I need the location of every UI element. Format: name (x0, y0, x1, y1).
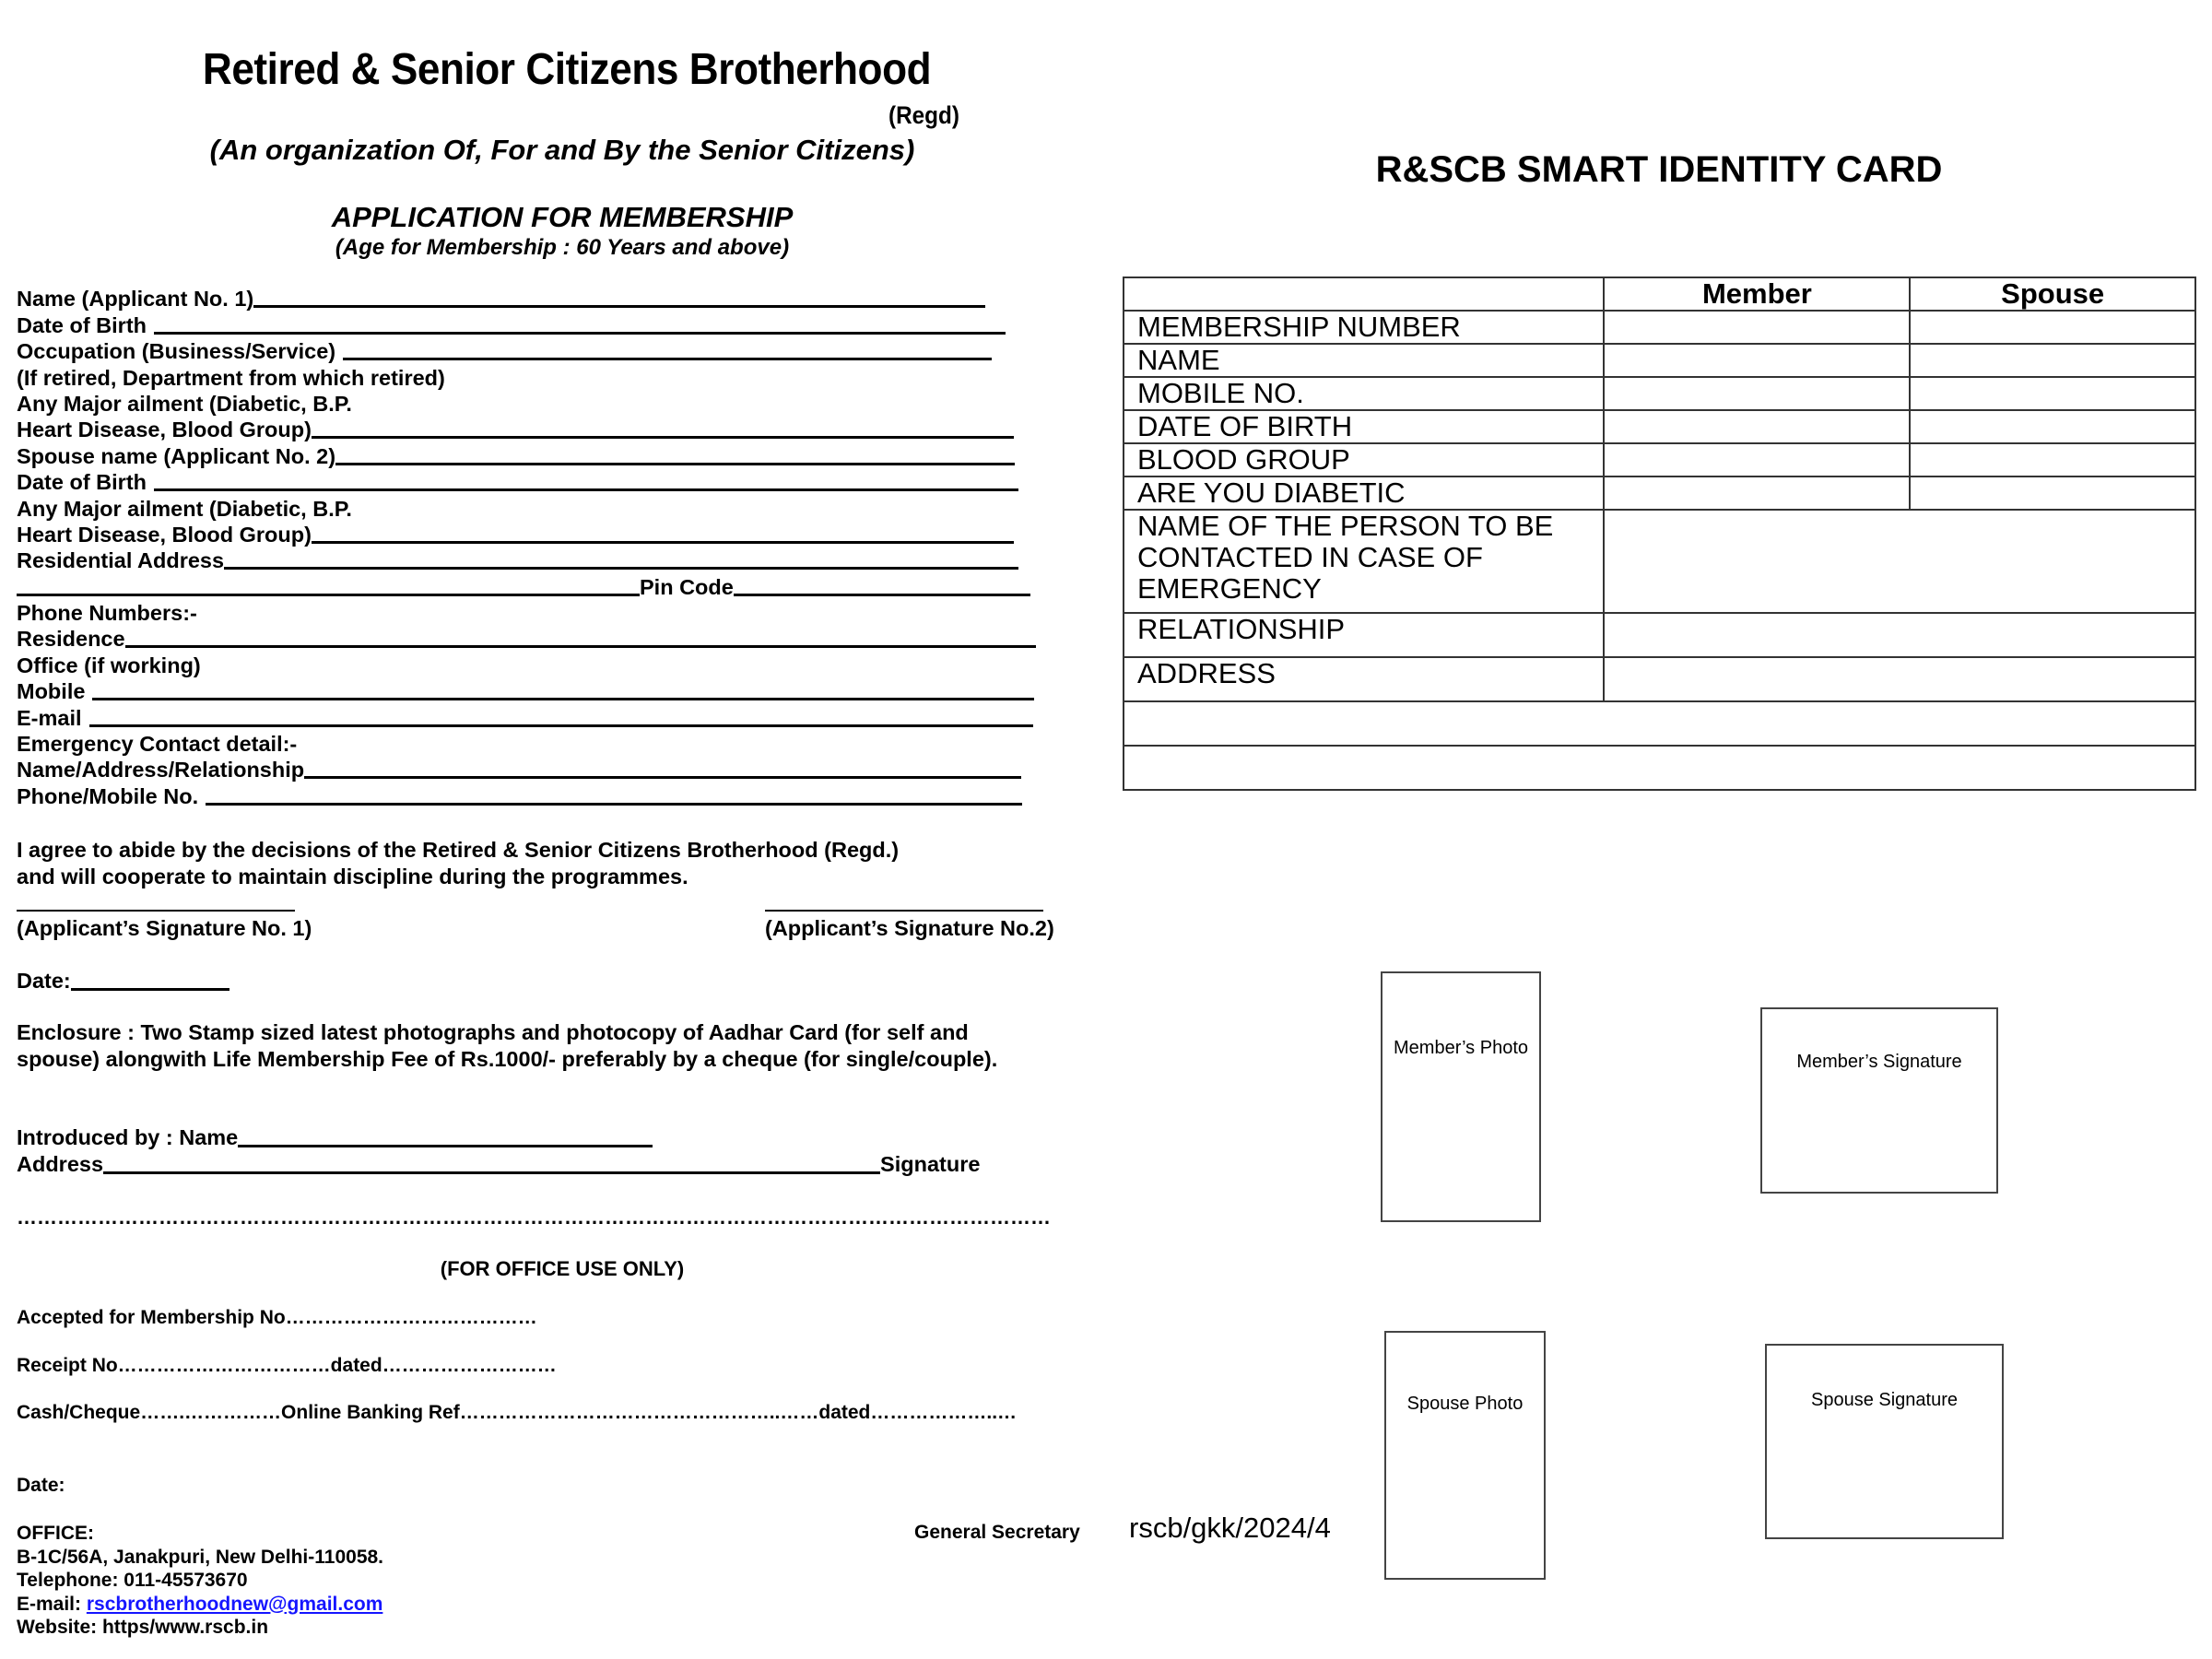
organization-tagline: (An organization Of, For and By the Senior Citizens) (209, 134, 915, 166)
field-label: E-mail (17, 705, 82, 730)
introducer-address-label: Address (17, 1152, 104, 1176)
row-label-address: ADDRESS (1124, 657, 1604, 701)
field-occupation-note (17, 364, 1040, 390)
field-label: Spouse name (Applicant No. 2) (17, 443, 336, 468)
blank-cell[interactable] (1124, 746, 2195, 790)
field-label: Phone/Mobile No. (17, 783, 199, 808)
table-row-blank (1124, 701, 2195, 746)
id-card-table (1123, 276, 2196, 791)
fill-line[interactable] (335, 463, 1015, 465)
fill-line[interactable] (154, 332, 1006, 335)
office-email-row (17, 1593, 383, 1617)
row-label-name: NAME (1124, 344, 1604, 377)
fill-line[interactable] (154, 488, 1018, 491)
relationship-cell[interactable] (1604, 613, 2195, 657)
field-label: Emergency Contact detail:- (17, 732, 298, 757)
field-dob-1[interactable] (17, 312, 1040, 337)
field-spouse-name[interactable] (17, 442, 1040, 468)
agreement-text (17, 837, 899, 889)
field-label: Date of Birth (17, 312, 147, 337)
agreement-line-1: I agree to abide by the decisions of the Retired & Senior Citizens Brotherhood (Regd.) (17, 838, 900, 862)
phone-numbers-heading (17, 600, 1040, 626)
office-telephone: Telephone: 011-45573670 (17, 1570, 248, 1591)
applicant-2-signature-label: (Applicant’s Signature No.2) (765, 916, 1054, 940)
field-occupation[interactable] (17, 338, 1040, 364)
general-secretary-label: General Secretary (914, 1522, 1080, 1543)
column-header-label (1124, 277, 1604, 311)
spouse-cell[interactable] (1910, 443, 2195, 477)
field-label: Occupation (Business/Service) (17, 339, 336, 364)
field-emergency-phone[interactable] (17, 782, 1040, 808)
emergency-label-line-3: EMERGENCY (1137, 572, 1322, 605)
fill-line[interactable] (312, 436, 1014, 439)
field-dob-2[interactable] (17, 469, 1040, 495)
office-address: B-1C/56A, Janakpuri, New Delhi-110058. (17, 1546, 384, 1568)
row-label-dob: DATE OF BIRTH (1124, 410, 1604, 443)
fill-line[interactable] (125, 645, 1036, 648)
field-residence[interactable] (17, 626, 1040, 652)
table-row-address (1124, 657, 2195, 701)
applicant-1-signature-label: (Applicant’s Signature No. 1) (17, 916, 312, 940)
field-label: Phone Numbers:- (17, 601, 197, 626)
fill-line[interactable] (92, 698, 1034, 700)
row-label-membership-number: MEMBERSHIP NUMBER (1124, 311, 1604, 344)
spouse-cell[interactable] (1910, 410, 2195, 443)
field-label: Name/Address/Relationship (17, 758, 305, 782)
field-label: Heart Disease, Blood Group) (17, 418, 312, 442)
fill-line[interactable] (224, 567, 1018, 570)
fill-line[interactable] (343, 358, 992, 360)
field-label: Pin Code (640, 574, 734, 599)
fill-line[interactable] (312, 541, 1014, 544)
table-header-row (1124, 277, 2195, 311)
introducer-signature-label: Signature (880, 1152, 981, 1176)
address-cell[interactable] (1604, 657, 2195, 701)
table-row (1124, 443, 2195, 477)
spouse-photo-label: Spouse Photo (1406, 1394, 1524, 1414)
agreement-line-2: and will cooperate to maintain discipline during the programmes. (17, 864, 688, 888)
field-name-applicant-1[interactable] (17, 286, 1040, 312)
date-label: Date: (17, 969, 71, 993)
member-cell[interactable] (1604, 344, 1910, 377)
spouse-photo-box[interactable] (1384, 1331, 1546, 1580)
field-residential-address[interactable] (17, 547, 1040, 573)
registered-mark: (Regd) (888, 101, 959, 129)
field-address-pin-code[interactable] (17, 573, 1040, 599)
fill-line[interactable] (17, 594, 640, 596)
field-ailment-2-line-a (17, 495, 1040, 521)
field-label: Date of Birth (17, 470, 147, 495)
spouse-signature-label: Spouse Signature (1810, 1390, 1958, 1410)
row-label-emergency-contact (1124, 510, 1604, 613)
blank-cell[interactable] (1124, 701, 2195, 746)
payment-field[interactable]: Cash/Cheque…….……………Online Banking Ref…………………………………………..……dated………………..… (17, 1402, 1018, 1423)
date-field[interactable] (17, 968, 229, 994)
row-label-diabetic: ARE YOU DIABETIC (1124, 477, 1604, 510)
emergency-contact-cell[interactable] (1604, 510, 2195, 613)
field-label: Name (Applicant No. 1) (17, 287, 254, 312)
table-row-emergency-contact (1124, 510, 2195, 613)
form-subtitle: (Age for Membership : 60 Years and above) (335, 235, 790, 260)
column-header-member: Member (1604, 277, 1910, 311)
table-row (1124, 377, 2195, 410)
member-cell[interactable] (1604, 477, 1910, 510)
office-website: Website: https/www.rscb.in (17, 1617, 269, 1638)
member-cell[interactable] (1604, 410, 1910, 443)
field-label: Any Major ailment (Diabetic, B.P. (17, 496, 352, 521)
enclosure-line-2: spouse) alongwith Life Membership Fee of Rs.1000/- preferably by a cheque (for single/couple). (17, 1046, 998, 1071)
table-row-relationship (1124, 613, 2195, 657)
organization-title: Retired & Senior Citizens Brotherhood (202, 45, 932, 94)
spouse-cell[interactable] (1910, 377, 2195, 410)
field-email[interactable] (17, 704, 1040, 730)
member-photo-label: Member’s Photo (1394, 1038, 1528, 1058)
table-row (1124, 311, 2195, 344)
accepted-membership-field[interactable]: Accepted for Membership No………………………………… (17, 1307, 537, 1328)
emergency-contact-heading (17, 731, 1040, 757)
introducer-name-label: Introduced by : Name (17, 1125, 239, 1149)
form-title: APPLICATION FOR MEMBERSHIP (331, 201, 794, 233)
email-link[interactable]: rscbrotherhoodnew@gmail.com (86, 1593, 383, 1615)
field-label: (If retired, Department from which retired) (17, 365, 445, 390)
introducer-address-line[interactable] (103, 1171, 880, 1174)
office-date-label: Date: (17, 1475, 65, 1496)
table-row-blank (1124, 746, 2195, 790)
member-signature-label: Member’s Signature (1796, 1052, 1962, 1072)
office-contact-block (17, 1522, 383, 1640)
date-fill-line[interactable] (71, 988, 229, 991)
field-label: Office (if working) (17, 653, 201, 677)
enclosure-text (17, 1019, 997, 1072)
field-office (17, 652, 1040, 677)
emergency-label-line-1: NAME OF THE PERSON TO BE (1137, 510, 1554, 542)
field-mobile[interactable] (17, 678, 1040, 704)
introducer-address-field[interactable] (17, 1151, 980, 1178)
field-label: Residence (17, 627, 125, 652)
row-label-relationship: RELATIONSHIP (1124, 613, 1604, 657)
member-photo-box[interactable] (1381, 971, 1541, 1222)
column-header-spouse: Spouse (1910, 277, 2195, 311)
enclosure-line-1: Enclosure : Two Stamp sized latest photographs and photocopy of Aadhar Card (for self and (17, 1020, 969, 1044)
field-ailment-1[interactable] (17, 417, 1040, 442)
pin-code-line[interactable] (734, 594, 1030, 596)
row-label-mobile: MOBILE NO. (1124, 377, 1604, 410)
table-row (1124, 477, 2195, 510)
member-signature-box[interactable] (1760, 1007, 1998, 1194)
field-label: Mobile (17, 679, 86, 704)
member-cell[interactable] (1604, 443, 1910, 477)
spouse-signature-box[interactable] (1765, 1344, 2004, 1539)
fill-line[interactable] (304, 776, 1021, 779)
introducer-name-line[interactable] (238, 1145, 653, 1147)
table-row (1124, 410, 2195, 443)
separator-dotted-line: ……………………………………………………………………………………………………………………………………… (17, 1206, 1051, 1229)
id-card-title: R&SCB SMART IDENTITY CARD (1375, 149, 1943, 190)
field-label: Heart Disease, Blood Group) (17, 522, 312, 547)
field-label: Residential Address (17, 548, 225, 573)
field-emergency-name[interactable] (17, 757, 1040, 782)
spouse-cell[interactable] (1910, 311, 2195, 344)
field-ailment-2[interactable] (17, 522, 1040, 547)
document-reference: rscb/gkk/2024/4 (1129, 1512, 1331, 1544)
introducer-name-field[interactable] (17, 1124, 653, 1151)
spouse-cell[interactable] (1910, 477, 2195, 510)
application-form (17, 286, 1040, 809)
field-label: Any Major ailment (Diabetic, B.P. (17, 391, 352, 416)
office-use-heading: (FOR OFFICE USE ONLY) (440, 1257, 685, 1280)
office-label: OFFICE: (17, 1523, 94, 1544)
applicant-1-signature-line[interactable] (17, 910, 295, 912)
table-row (1124, 344, 2195, 377)
member-cell[interactable] (1604, 311, 1910, 344)
fill-line[interactable] (89, 724, 1033, 727)
member-cell[interactable] (1604, 377, 1910, 410)
spouse-cell[interactable] (1910, 344, 2195, 377)
email-label: E-mail: (17, 1593, 87, 1615)
fill-line[interactable] (253, 305, 985, 308)
emergency-label-line-2: CONTACTED IN CASE OF (1137, 541, 1483, 573)
field-ailment-1-line-a (17, 391, 1040, 417)
applicant-2-signature-line[interactable] (765, 910, 1043, 912)
row-label-blood-group: BLOOD GROUP (1124, 443, 1604, 477)
fill-line[interactable] (206, 803, 1022, 806)
receipt-field[interactable]: Receipt No……………………………dated……………………… (17, 1355, 557, 1376)
